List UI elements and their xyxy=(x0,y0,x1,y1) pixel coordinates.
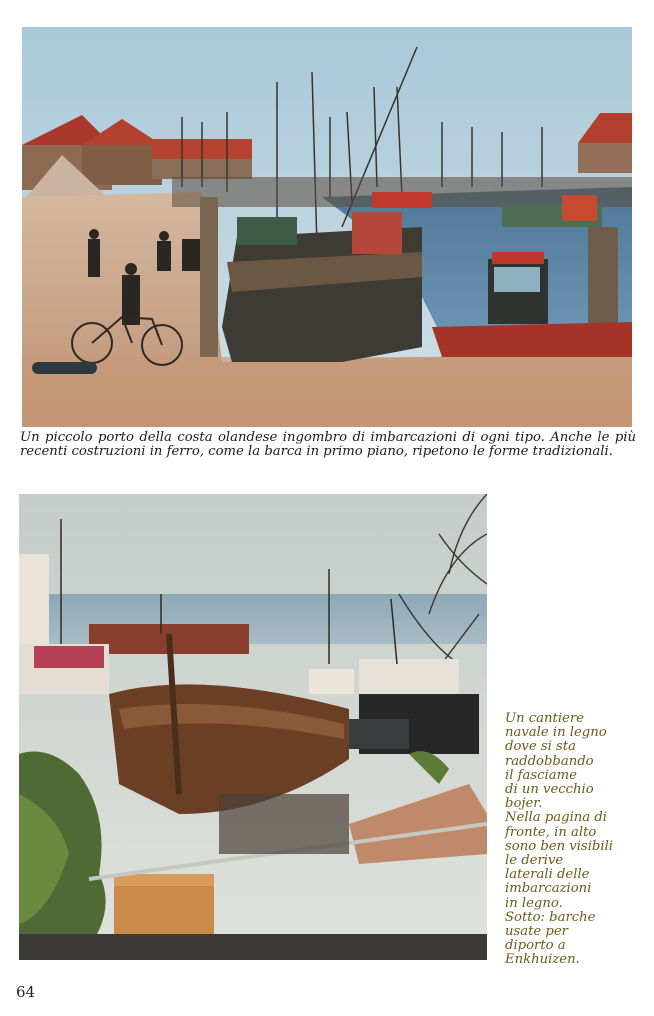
shipyard-photo xyxy=(19,494,487,960)
page-number: 64 xyxy=(16,983,36,1001)
top-photo-caption: Un piccolo porto della costa olandese ingombro di imbarcazioni di ogni tipo. Anche le più recenti costruzioni in ferro, come la barca in primo piano, ripetono le forme tradizionali. xyxy=(20,430,636,459)
harbor-photo xyxy=(22,27,632,427)
shipyard-caption: Un cantiere navale in legno dove si sta raddobbando il fasciame di un vecchio bojer. Nella pagina di fronte, in alto sono ben visibili le derive laterali delle imbarcazioni in legno. Sotto: barche usate per diporto a Enkhuizen. xyxy=(505,711,614,968)
